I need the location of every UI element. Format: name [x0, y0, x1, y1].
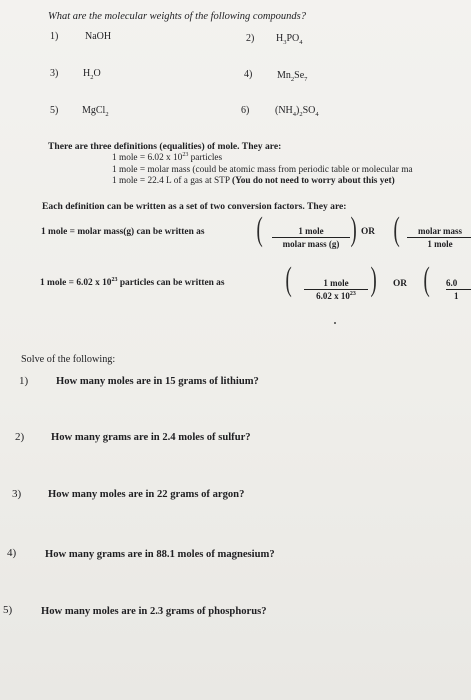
- fraction-denominator: molar mass (g): [282, 239, 340, 249]
- definitions-intro: There are three definitions (equalities) of mole. They are:: [48, 141, 282, 152]
- question-2-number: 2): [15, 431, 25, 443]
- worksheet-heading: What are the molecular weights of the following compounds?: [48, 11, 307, 22]
- compound-6-number: 6): [241, 105, 250, 116]
- question-2-text: How many grams are in 2.4 moles of sulfur?: [51, 432, 251, 443]
- compound-4-formula: $Mn_2Se_7$: [277, 70, 308, 83]
- paren-left-1: (: [256, 211, 263, 248]
- paren-right-3: ): [370, 261, 377, 298]
- question-1-number: 1): [19, 375, 29, 387]
- question-1-text: How many moles are in 15 grams of lithium?: [56, 376, 259, 387]
- compound-3-number: 3): [50, 68, 59, 79]
- compound-6-formula: $(NH_4)_2SO_4$: [275, 105, 319, 118]
- fraction-numerator: 6.0: [446, 278, 471, 290]
- or-label-2: OR: [393, 279, 408, 289]
- paren-right-1: ): [350, 211, 357, 248]
- fraction-mole-over-molar-mass: [272, 226, 350, 249]
- compound-2-formula: $H_3PO_4$: [276, 33, 303, 46]
- fraction-denominator: 6.02 x $10^{23}$: [316, 291, 356, 301]
- paren-left-2: (: [393, 211, 400, 248]
- definition-line-2: 1 mole = molar mass (could be atomic mass from periodic table or molecular ma: [112, 165, 413, 175]
- compound-2-number: 2): [246, 33, 255, 44]
- fraction-numerator: molar mass: [407, 226, 471, 238]
- compound-1-number: 1): [50, 31, 59, 42]
- compound-5-formula: MgCl$_2$: [82, 105, 109, 118]
- molar-mass-label: 1 mole = molar mass(g) can be written as: [41, 227, 205, 237]
- compound-4-number: 4): [244, 69, 253, 80]
- or-label-1: OR: [361, 227, 376, 237]
- compound-5-number: 5): [50, 105, 59, 116]
- definition-line-3: 1 mole = 22.4 L of a gas at STP (You do not need to worry about this yet): [112, 176, 395, 186]
- fraction-denominator: 1: [454, 291, 459, 301]
- conversion-intro: Each definition can be written as a set of two conversion factors. They are:: [42, 201, 347, 212]
- paren-left-4: (: [423, 261, 430, 298]
- question-3-text: How many moles are in 22 grams of argon?: [48, 489, 245, 500]
- avogadro-label: 1 mole = 6.02 x $10^{23}$ particles can be written as: [40, 276, 225, 288]
- fraction-numerator: 1 mole: [272, 226, 350, 238]
- fraction-denominator: 1 mole: [427, 239, 453, 249]
- compound-3-formula: $H_2O$: [83, 68, 101, 81]
- question-5-number: 5): [3, 604, 13, 616]
- question-3-number: 3): [12, 488, 22, 500]
- stray-dot: [334, 322, 336, 324]
- question-4-number: 4): [7, 547, 17, 559]
- fraction-avogadro-over-mole: [446, 278, 471, 301]
- definition-line-1: 1 mole = 6.02 x $10^{23}$ particles: [112, 151, 223, 163]
- fraction-molar-mass-over-mole: [407, 226, 471, 249]
- compound-1-formula: NaOH: [85, 31, 112, 42]
- fraction-mole-over-avogadro: [304, 278, 368, 301]
- question-4-text: How many grams are in 88.1 moles of magnesium?: [45, 549, 275, 560]
- solve-title: Solve of the following:: [21, 354, 116, 365]
- fraction-numerator: 1 mole: [304, 278, 368, 290]
- question-5-text: How many moles are in 2.3 grams of phosphorus?: [41, 606, 267, 617]
- paren-left-3: (: [285, 261, 292, 298]
